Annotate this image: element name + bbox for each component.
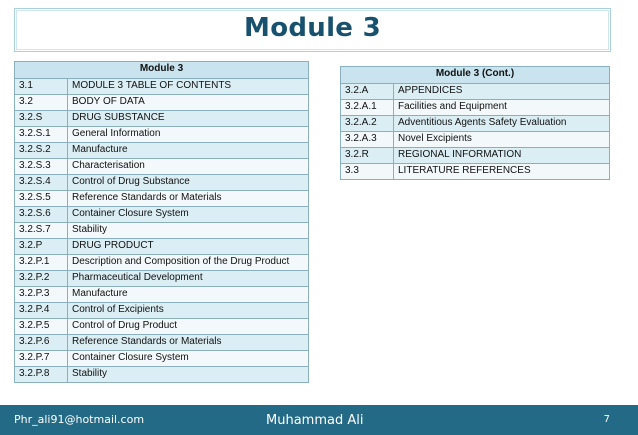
- section-title: MODULE 3 TABLE OF CONTENTS: [68, 79, 309, 95]
- section-code: 3.2.P.8: [15, 367, 68, 383]
- section-title: Pharmaceutical Development: [68, 271, 309, 287]
- section-title: DRUG SUBSTANCE: [68, 111, 309, 127]
- table-row: [15, 79, 309, 95]
- table-row: [341, 100, 610, 116]
- table-row: [341, 164, 610, 180]
- section-title: APPENDICES: [394, 84, 610, 100]
- table-row: [15, 207, 309, 223]
- section-title: Stability: [68, 223, 309, 239]
- table-row: [15, 367, 309, 383]
- table-row: [15, 175, 309, 191]
- section-code: 3.2.S.6: [15, 207, 68, 223]
- section-title: Control of Drug Product: [68, 319, 309, 335]
- title-box: [14, 8, 611, 52]
- table-row: [15, 95, 309, 111]
- section-code: 3.2.S.1: [15, 127, 68, 143]
- section-code: 3.2.A.3: [341, 132, 394, 148]
- section-code: 3.2.S.2: [15, 143, 68, 159]
- table-header: Module 3 (Cont.): [341, 67, 610, 84]
- section-code: 3.2.S.3: [15, 159, 68, 175]
- section-code: 3.2.A.2: [341, 116, 394, 132]
- section-title: Reference Standards or Materials: [68, 191, 309, 207]
- section-title: BODY OF DATA: [68, 95, 309, 111]
- section-title: Manufacture: [68, 143, 309, 159]
- section-title: Manufacture: [68, 287, 309, 303]
- table-row: [15, 255, 309, 271]
- section-code: 3.2.P: [15, 239, 68, 255]
- section-code: 3.2.S.4: [15, 175, 68, 191]
- section-title: Container Closure System: [68, 351, 309, 367]
- table-row: [15, 111, 309, 127]
- section-title: Control of Excipients: [68, 303, 309, 319]
- section-code: 3.2.A: [341, 84, 394, 100]
- section-title: Control of Drug Substance: [68, 175, 309, 191]
- section-title: General Information: [68, 127, 309, 143]
- section-code: 3.1: [15, 79, 68, 95]
- section-code: 3.2.S.7: [15, 223, 68, 239]
- page-title: Module 3: [244, 13, 381, 43]
- table-row: [15, 223, 309, 239]
- section-code: 3.2.P.4: [15, 303, 68, 319]
- section-code: 3.2.P.7: [15, 351, 68, 367]
- table-row: [15, 127, 309, 143]
- table-row: [15, 287, 309, 303]
- section-title: Novel Excipients: [394, 132, 610, 148]
- table-row: [15, 191, 309, 207]
- table-row: [15, 319, 309, 335]
- page-number: 7: [603, 414, 610, 425]
- module-3-cont-table: [340, 66, 610, 180]
- table-body: [15, 79, 309, 383]
- section-code: 3.2.P.3: [15, 287, 68, 303]
- table-row: [341, 116, 610, 132]
- table-row: [15, 271, 309, 287]
- section-title: Reference Standards or Materials: [68, 335, 309, 351]
- section-code: 3.2.P.6: [15, 335, 68, 351]
- table-row: [15, 303, 309, 319]
- section-code: 3.2.S: [15, 111, 68, 127]
- section-title: REGIONAL INFORMATION: [394, 148, 610, 164]
- table-row: [15, 351, 309, 367]
- table-row: [15, 143, 309, 159]
- table-body: [341, 84, 610, 180]
- section-code: 3.2.P.2: [15, 271, 68, 287]
- section-title: Stability: [68, 367, 309, 383]
- section-code: 3.2.P.1: [15, 255, 68, 271]
- module-3-table: [14, 61, 309, 383]
- section-code: 3.3: [341, 164, 394, 180]
- table-row: [15, 239, 309, 255]
- section-title: Adventitious Agents Safety Evaluation: [394, 116, 610, 132]
- table-row: [341, 132, 610, 148]
- section-code: 3.2.A.1: [341, 100, 394, 116]
- section-title: LITERATURE REFERENCES: [394, 164, 610, 180]
- footer-author: Muhammad Ali: [266, 413, 364, 428]
- section-title: Description and Composition of the Drug Product: [68, 255, 309, 271]
- section-title: Container Closure System: [68, 207, 309, 223]
- section-title: DRUG PRODUCT: [68, 239, 309, 255]
- table-row: [341, 84, 610, 100]
- section-code: 3.2.P.5: [15, 319, 68, 335]
- footer-bar: [0, 405, 638, 435]
- section-title: Characterisation: [68, 159, 309, 175]
- section-code: 3.2.R: [341, 148, 394, 164]
- section-title: Facilities and Equipment: [394, 100, 610, 116]
- footer-email: Phr_ali91@hotmail.com: [14, 413, 145, 426]
- table-row: [341, 148, 610, 164]
- section-code: 3.2: [15, 95, 68, 111]
- table-row: [15, 335, 309, 351]
- table-row: [15, 159, 309, 175]
- table-header: Module 3: [15, 62, 309, 79]
- section-code: 3.2.S.5: [15, 191, 68, 207]
